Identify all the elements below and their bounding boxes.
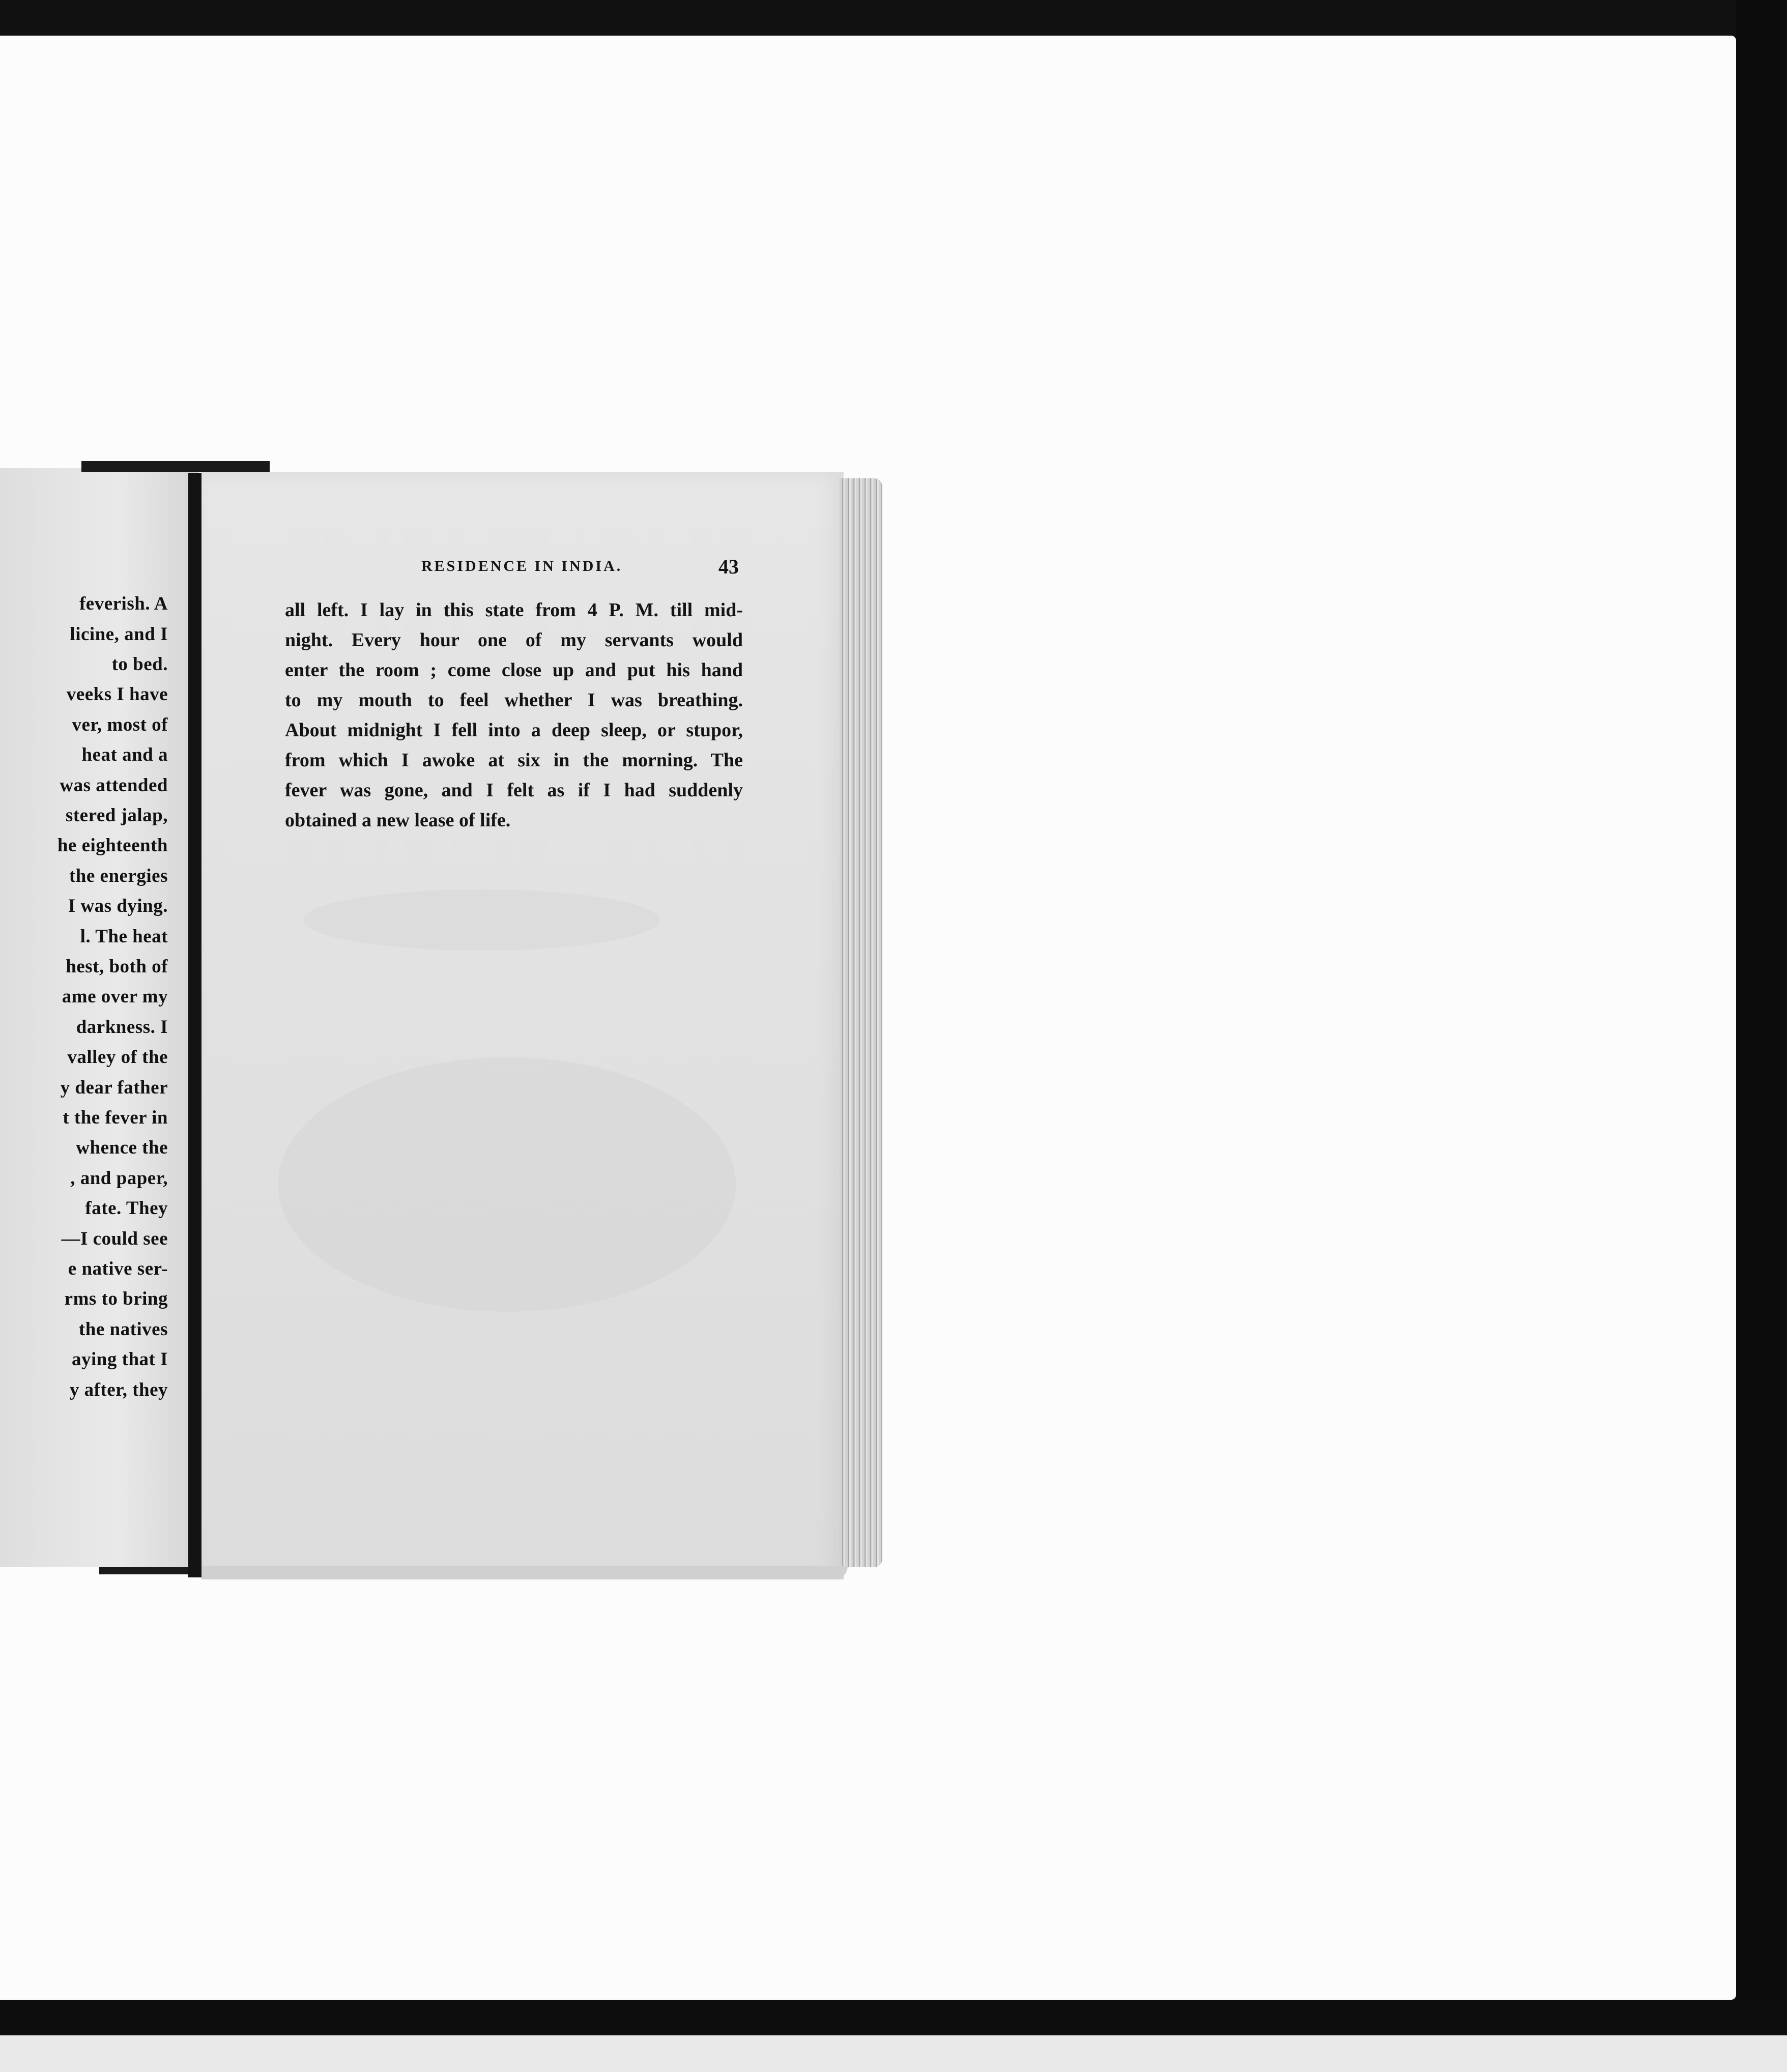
page-bottom-curl xyxy=(201,1566,848,1579)
left-line: feverish. A xyxy=(79,593,168,614)
left-line: whence the xyxy=(76,1137,168,1158)
left-line: ver, most of xyxy=(72,714,168,735)
left-line: heat and a xyxy=(81,744,168,765)
text-line: fever was gone, and I felt as if I had suddenly xyxy=(285,780,743,801)
left-line: rms to bring xyxy=(64,1288,168,1309)
left-line: —I could see xyxy=(61,1228,168,1249)
page-stack-edges xyxy=(840,478,882,1567)
left-line: stered jalap, xyxy=(65,805,168,826)
left-line: l. The heat xyxy=(80,926,168,947)
text-line: to my mouth to feel whether I was breathing. xyxy=(285,689,743,711)
left-line: valley of the xyxy=(67,1047,168,1068)
left-line: was attended xyxy=(60,775,168,796)
left-line: the natives xyxy=(78,1319,168,1340)
left-line: ame over my xyxy=(62,986,168,1007)
left-line: veeks I have xyxy=(66,684,168,705)
next-frame-edge xyxy=(0,2035,1787,2072)
text-line: all left. I lay in this state from 4 P. M. till mid- xyxy=(285,599,743,621)
text-line: obtained a new lease of life. xyxy=(285,810,511,831)
left-line: the energies xyxy=(69,866,168,886)
binding-clip-top xyxy=(81,461,270,472)
left-line: darkness. I xyxy=(76,1017,168,1038)
left-line: e native ser- xyxy=(68,1258,168,1279)
bleed-through-smudge xyxy=(278,1057,736,1312)
body-text xyxy=(285,595,743,836)
left-line: he eighteenth xyxy=(57,835,168,856)
left-line: to bed. xyxy=(111,654,168,675)
left-line: aying that I xyxy=(72,1349,168,1370)
left-line: y dear father xyxy=(60,1077,168,1098)
film-border-right xyxy=(1736,0,1787,2072)
running-head: RESIDENCE IN INDIA. xyxy=(421,558,623,574)
left-line: hest, both of xyxy=(66,956,168,977)
book-gutter xyxy=(188,473,201,1577)
left-line: fate. They xyxy=(85,1198,168,1219)
left-line: , and paper, xyxy=(70,1168,168,1189)
text-line: enter the room ; come close up and put his hand xyxy=(285,659,743,681)
bleed-through-smudge xyxy=(303,889,659,951)
text-line: About midnight I fell into a deep sleep, or stupor, xyxy=(285,720,743,741)
page-number: 43 xyxy=(718,555,739,578)
text-line: from which I awoke at six in the morning. The xyxy=(285,750,743,771)
left-line: t the fever in xyxy=(63,1107,168,1128)
left-line: licine, and I xyxy=(70,624,168,645)
left-line: I was dying. xyxy=(68,896,168,916)
left-line: y after, they xyxy=(69,1379,168,1400)
text-line: night. Every hour one of my servants would xyxy=(285,629,743,651)
left-page xyxy=(0,468,198,1567)
